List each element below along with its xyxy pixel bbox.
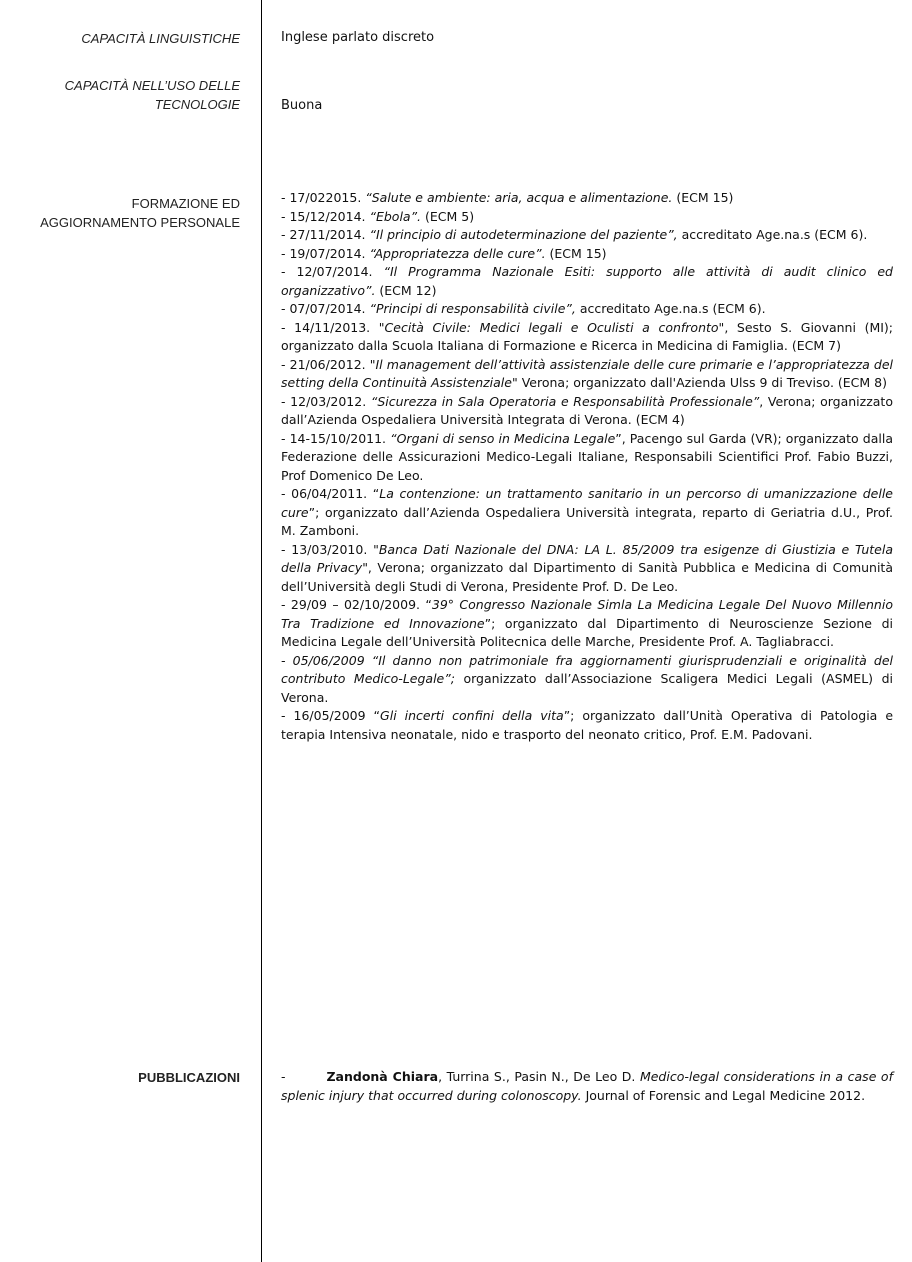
- publication-dash: -: [281, 1069, 286, 1084]
- training-entry-suffix: (ECM 12): [375, 282, 437, 298]
- training-list: [281, 189, 893, 744]
- publication-authors-rest: , Turrina S., Pasin N., De Leo D.: [438, 1069, 640, 1084]
- training-entry-title: "Cecità Civile: Medici legali e Oculisti a confronto": [378, 319, 725, 335]
- training-entry-suffix: (ECM 15): [545, 245, 607, 261]
- languages-label-text: CAPACITÀ LINGUISTICHE: [81, 31, 240, 46]
- training-entry-suffix: " Verona; organizzato dall'Azienda Ulss 9 di Treviso. (ECM 8): [511, 375, 887, 390]
- training-entry-title: “Appropriatezza delle cure”.: [369, 245, 546, 261]
- training-entry-prefix: - 12/07/2014.: [281, 264, 384, 279]
- training-entry-title: “Sicurezza in Sala Operatoria e Responsabilità Professionale”: [370, 393, 760, 409]
- training-entry-suffix: ”; organizzato dal Dipartimento di Neuroscienze Sezione di Medicina Legale dell’Università Politecnica delle Marche, Presidente Prof. A. Tagliabracci.: [281, 615, 893, 649]
- publication-journal: Journal of Forensic and Legal Medicine 2012.: [581, 1087, 866, 1103]
- training-entry: [281, 189, 893, 208]
- training-entry-suffix: accreditato Age.na.s (ECM 6).: [677, 227, 868, 242]
- training-entry-prefix: - 14-15/10/2011.: [281, 430, 391, 446]
- training-entry: [281, 707, 893, 744]
- training-entry: [281, 652, 893, 708]
- training-entry-title: “Principi di responsabilità civile”,: [369, 301, 576, 316]
- publication-entry: [281, 1068, 893, 1105]
- training-entry: [281, 226, 893, 245]
- training-entry-prefix: - 29/09 – 02/10/2009. “: [281, 597, 432, 612]
- languages-label: [0, 29, 240, 48]
- publication-title: Medico-legal considerations in a case of splenic injury that occurred during colonoscopy.: [281, 1069, 893, 1103]
- training-entry-title: “Ebola”.: [369, 208, 422, 224]
- training-entry-prefix: - 14/11/2013.: [281, 319, 379, 335]
- training-entry-suffix: ", Verona; organizzato dal Dipartimento di Sanità Pubblica e Medicina di Comunità dell’Università degli Studi di Verona, Presidente Prof. D. De Leo.: [281, 560, 893, 594]
- training-entry-suffix: (ECM 5): [421, 208, 475, 224]
- training-entry-title: Il management dell’attività assistenziale delle cure primarie e l’appropriatezza del setting della Continuità Assistenziale: [281, 356, 893, 390]
- training-label: [0, 194, 240, 232]
- training-entry-suffix: ”; organizzato dall’Unità Operativa di Patologia e terapia Intensiva neonatale, nido e trasporto del neonato critico, Prof. E.M. Padovani.: [281, 708, 894, 742]
- training-entry: [281, 485, 893, 541]
- training-label-line1: FORMAZIONE ED: [131, 196, 240, 211]
- training-entry-suffix: organizzato dall’Associazione Scaligera Medici Legali (ASMEL) di Verona.: [281, 671, 893, 705]
- training-entry: [281, 356, 893, 393]
- training-entry: [281, 393, 893, 430]
- training-entry-title: - 05/06/2009 “Il danno non patrimoniale fra aggiornamenti giurisprudenziali e originalità del contributo Medico-Legale”;: [281, 652, 893, 686]
- technology-value: Buona: [281, 98, 323, 113]
- training-entry-suffix: , Verona; organizzato dall’Azienda Ospedaliera Università Integrata di Verona. (ECM 4): [281, 393, 893, 427]
- training-entry: [281, 245, 893, 264]
- training-entry-prefix: - 07/07/2014.: [281, 301, 370, 316]
- training-entry-prefix: - 16/05/2009 “: [281, 708, 381, 723]
- training-label-line2: AGGIORNAMENTO PERSONALE: [40, 215, 240, 230]
- training-entry-prefix: - 17/022015.: [281, 190, 366, 205]
- training-entry: [281, 300, 893, 319]
- training-entry-suffix: ”; organizzato dall’Azienda Ospedaliera Università integrata, reparto di Geriatria d.U., Prof. M. Zamboni.: [281, 504, 893, 538]
- technology-label-line1: CAPACITÀ NELL’USO DELLE: [64, 78, 240, 93]
- training-entry-title: “Il principio di autodeterminazione del paziente”,: [369, 227, 678, 242]
- training-entry-title: Gli incerti confini della vita: [380, 708, 564, 723]
- training-entry-suffix: accreditato Age.na.s (ECM 6).: [575, 301, 766, 316]
- languages-value: Inglese parlato discreto: [281, 30, 435, 45]
- publication-author-bold: Zandonà Chiara: [326, 1069, 439, 1084]
- training-entry: [281, 263, 893, 300]
- training-entry: [281, 430, 893, 486]
- training-entry-title: “Salute e ambiente: aria, acqua e alimentazione.: [365, 190, 673, 205]
- training-entry-prefix: - 13/03/2010. ": [281, 541, 379, 557]
- training-entry: [281, 208, 893, 227]
- training-entry-prefix: - 15/12/2014.: [281, 208, 370, 224]
- training-entry-prefix: - 19/07/2014.: [281, 245, 370, 261]
- training-entry-title: “Organi di senso in Medicina Legale: [390, 430, 616, 446]
- training-entry-suffix: ”, Pacengo sul Garda (VR); organizzato dalla Federazione delle Assicurazioni Medico-Legali Italiane, Responsabili Scientifici Prof. Fabio Buzzi, Prof Domenico De Leo.: [281, 430, 893, 483]
- training-entry-title: 39° Congresso Nazionale Simla La Medicina Legale Del Nuovo Millennio Tra Tradizione ed Innovazione: [281, 597, 893, 631]
- publications-label: PUBBLICAZIONI: [138, 1070, 240, 1085]
- column-divider: [261, 0, 262, 1262]
- training-entry-prefix: - 12/03/2012.: [281, 393, 371, 409]
- training-entry-prefix: - 27/11/2014.: [281, 227, 370, 242]
- training-entry: [281, 541, 893, 597]
- training-entry-title: La contenzione: un trattamento sanitario in un percorso di umanizzazione delle cure: [281, 486, 893, 520]
- training-entry: [281, 319, 893, 356]
- technology-label-line2: TECNOLOGIE: [154, 97, 240, 112]
- training-entry-title: Banca Dati Nazionale del DNA: LA L. 85/2009 tra esigenze di Giustizia e Tutela della Privacy: [281, 541, 893, 575]
- training-entry-suffix: , Sesto S. Giovanni (MI); organizzato dalla Scuola Italiana di Formazione e Ricerca in Medicina di Famiglia. (ECM 7): [281, 319, 894, 353]
- training-entry: [281, 596, 893, 652]
- training-entry-suffix: (ECM 15): [672, 190, 734, 205]
- technology-label: [0, 76, 240, 114]
- training-entry-title: “Il Programma Nazionale Esiti: supporto alle attività di audit clinico ed organizzativo”.: [281, 264, 893, 298]
- training-entry-prefix: - 06/04/2011. “: [281, 486, 380, 501]
- training-entry-prefix: - 21/06/2012. ": [281, 356, 376, 372]
